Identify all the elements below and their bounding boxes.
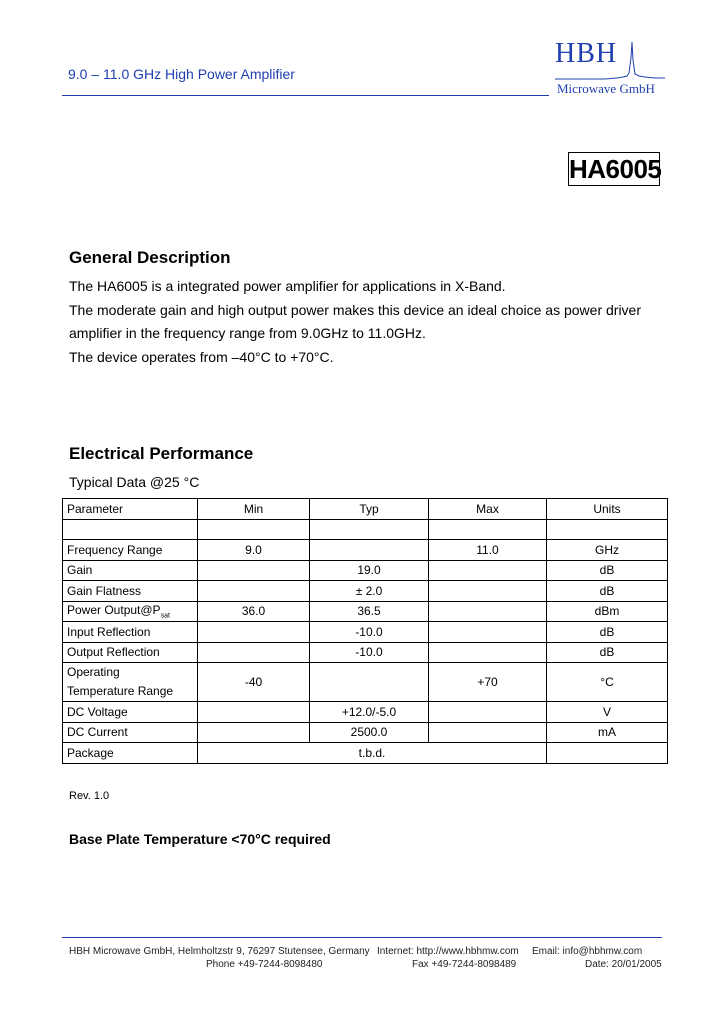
param-cell: Frequency Range [63, 540, 198, 561]
table-row [63, 622, 668, 643]
param-cell: Gain [63, 560, 198, 581]
units-cell: dB [547, 622, 668, 643]
min-cell [198, 722, 310, 743]
document-subtitle: 9.0 – 11.0 GHz High Power Amplifier [68, 66, 295, 82]
units-cell: V [547, 702, 668, 723]
general-description-text [69, 275, 641, 369]
company-logo [555, 38, 665, 96]
header-rule [62, 95, 549, 96]
part-number-box: HA6005 [569, 154, 662, 184]
max-cell [429, 642, 547, 663]
typ-cell: +12.0/-5.0 [310, 702, 429, 723]
revision-label: Rev. 1.0 [69, 790, 110, 802]
typ-cell: 36.5 [310, 601, 429, 622]
table-row [63, 722, 668, 743]
max-cell [429, 560, 547, 581]
param-cell [63, 663, 198, 702]
general-description-heading: General Description [69, 248, 231, 267]
electrical-spec-table [62, 498, 668, 764]
min-cell: -40 [198, 663, 310, 702]
table-spacer-row [63, 519, 668, 540]
table-row [63, 642, 668, 663]
units-cell [547, 743, 668, 764]
table-row [63, 743, 668, 764]
table-header-row [63, 499, 668, 520]
max-cell [429, 581, 547, 602]
param-cell: DC Current [63, 722, 198, 743]
table-row [63, 601, 668, 622]
max-cell [429, 722, 547, 743]
description-line: amplifier in the frequency range from 9.0GHz to 11.0GHz. [69, 325, 426, 341]
min-cell: 9.0 [198, 540, 310, 561]
column-header: Parameter [63, 499, 198, 520]
param-subscript: sat [160, 612, 170, 620]
param-cell: Output Reflection [63, 642, 198, 663]
footer-rule [62, 937, 662, 938]
footer-date: Date: 20/01/2005 [585, 959, 662, 970]
max-cell: +70 [429, 663, 547, 702]
units-cell: dB [547, 560, 668, 581]
footer-company: HBH Microwave GmbH, Helmholtzstr 9, 76297 Stutensee, Germany [69, 946, 370, 957]
units-cell: mA [547, 722, 668, 743]
units-cell: dB [547, 642, 668, 663]
param-cell [63, 601, 198, 622]
min-cell [198, 622, 310, 643]
param-cell: DC Voltage [63, 702, 198, 723]
param-cell: Input Reflection [63, 622, 198, 643]
table-row [63, 560, 668, 581]
max-cell [429, 601, 547, 622]
footer-fax: Fax +49-7244-8098489 [412, 959, 517, 970]
units-cell: °C [547, 663, 668, 702]
param-cell: Gain Flatness [63, 581, 198, 602]
typ-cell: ± 2.0 [310, 581, 429, 602]
typ-cell: 2500.0 [310, 722, 429, 743]
column-header: Min [198, 499, 310, 520]
logo-hbh-text: HBH [555, 38, 618, 69]
max-cell [429, 622, 547, 643]
param-text: Power Output@P [67, 603, 161, 618]
min-cell [198, 642, 310, 663]
description-line: The HA6005 is a integrated power amplifier for applications in X-Band. [69, 278, 506, 294]
max-cell: 11.0 [429, 540, 547, 561]
merged-value-cell: t.b.d. [198, 743, 547, 764]
typ-cell: 19.0 [310, 560, 429, 581]
table-row [63, 581, 668, 602]
typ-cell: -10.0 [310, 622, 429, 643]
logo-subtext: Microwave GmbH [557, 81, 655, 96]
table-row [63, 702, 668, 723]
base-plate-note: Base Plate Temperature <70°C required [69, 831, 331, 847]
typ-cell [310, 663, 429, 702]
column-header: Typ [310, 499, 429, 520]
param-cell: Package [63, 743, 198, 764]
column-header: Units [547, 499, 668, 520]
footer-email: Email: info@hbhmw.com [532, 946, 643, 957]
max-cell [429, 702, 547, 723]
table-caption: Typical Data @25 °C [69, 474, 200, 490]
typ-cell [310, 540, 429, 561]
units-cell: dBm [547, 601, 668, 622]
min-cell: 36.0 [198, 601, 310, 622]
min-cell [198, 581, 310, 602]
typ-cell: -10.0 [310, 642, 429, 663]
table-row [63, 663, 668, 702]
electrical-performance-heading: Electrical Performance [69, 444, 254, 463]
footer-phone: Phone +49-7244-8098480 [206, 959, 323, 970]
description-line: The device operates from –40°C to +70°C. [69, 348, 334, 365]
footer-internet: Internet: http://www.hbhmw.com [377, 946, 519, 957]
min-cell [198, 560, 310, 581]
min-cell [198, 702, 310, 723]
column-header: Max [429, 499, 547, 520]
table-row [63, 540, 668, 561]
units-cell: GHz [547, 540, 668, 561]
description-line: The moderate gain and high output power makes this device an ideal choice as power driver [69, 301, 641, 318]
param-line: Operating [67, 665, 120, 679]
units-cell: dB [547, 581, 668, 602]
param-line: Temperature Range [67, 684, 174, 698]
